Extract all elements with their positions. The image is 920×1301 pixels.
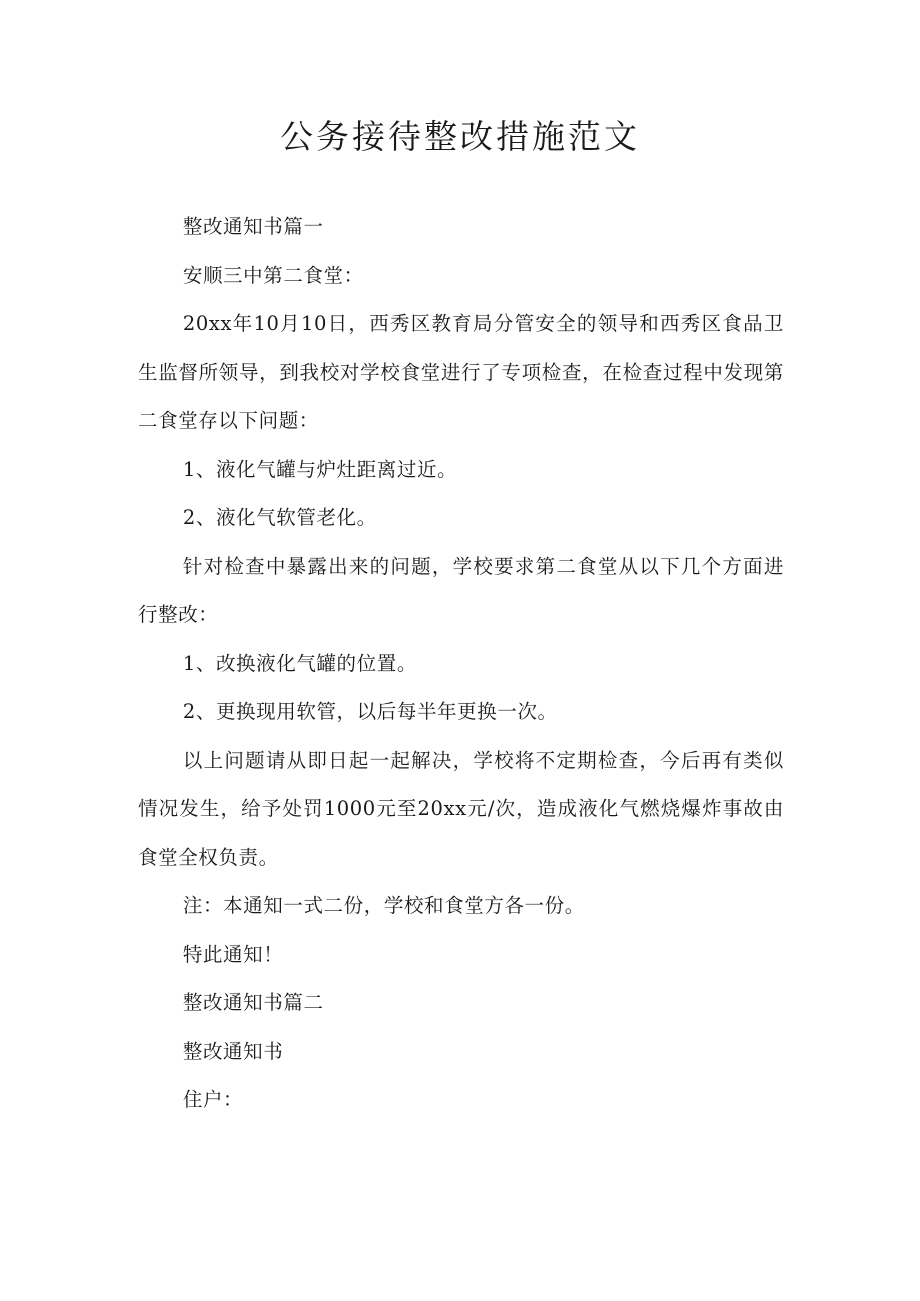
document-title: 公务接待整改措施范文 <box>280 117 640 156</box>
section-heading: 整改通知书篇二 <box>182 991 324 1014</box>
body-paragraph: 20xx年10月10日，西秀区教育局分管安全的领导和西秀区食品卫生监督所领导，到我校对学校食堂进行了专项检查，在检查过程中发现第二食堂存以下问题： <box>138 312 784 432</box>
list-item: 1、液化气罐与炉灶距离过近。 <box>182 457 458 481</box>
list-item: 1、改换液化气罐的位置。 <box>182 651 417 675</box>
notice-title: 整改通知书 <box>182 1039 284 1063</box>
document-body <box>138 203 784 1125</box>
note-line: 注：本通知一式二份，学校和食堂方各一份。 <box>182 894 585 917</box>
recipient-line: 安顺三中第二食堂： <box>182 263 364 287</box>
body-paragraph: 以上问题请从即日起一起解决，学校将不定期检查，今后再有类似情况发生，给予处罚1000元至20xx元/次，造成液化气燃烧爆炸事故由食堂全权负责。 <box>138 748 784 869</box>
body-paragraph: 针对检查中暴露出来的问题，学校要求第二食堂从以下几个方面进行整改： <box>138 554 784 626</box>
list-item: 2、更换现用软管，以后每半年更换一次。 <box>182 700 558 723</box>
closing-line: 特此通知！ <box>182 942 284 966</box>
recipient-line: 住户： <box>182 1088 244 1111</box>
section-heading: 整改通知书篇一 <box>182 215 324 238</box>
list-item: 2、液化气软管老化。 <box>182 506 377 529</box>
